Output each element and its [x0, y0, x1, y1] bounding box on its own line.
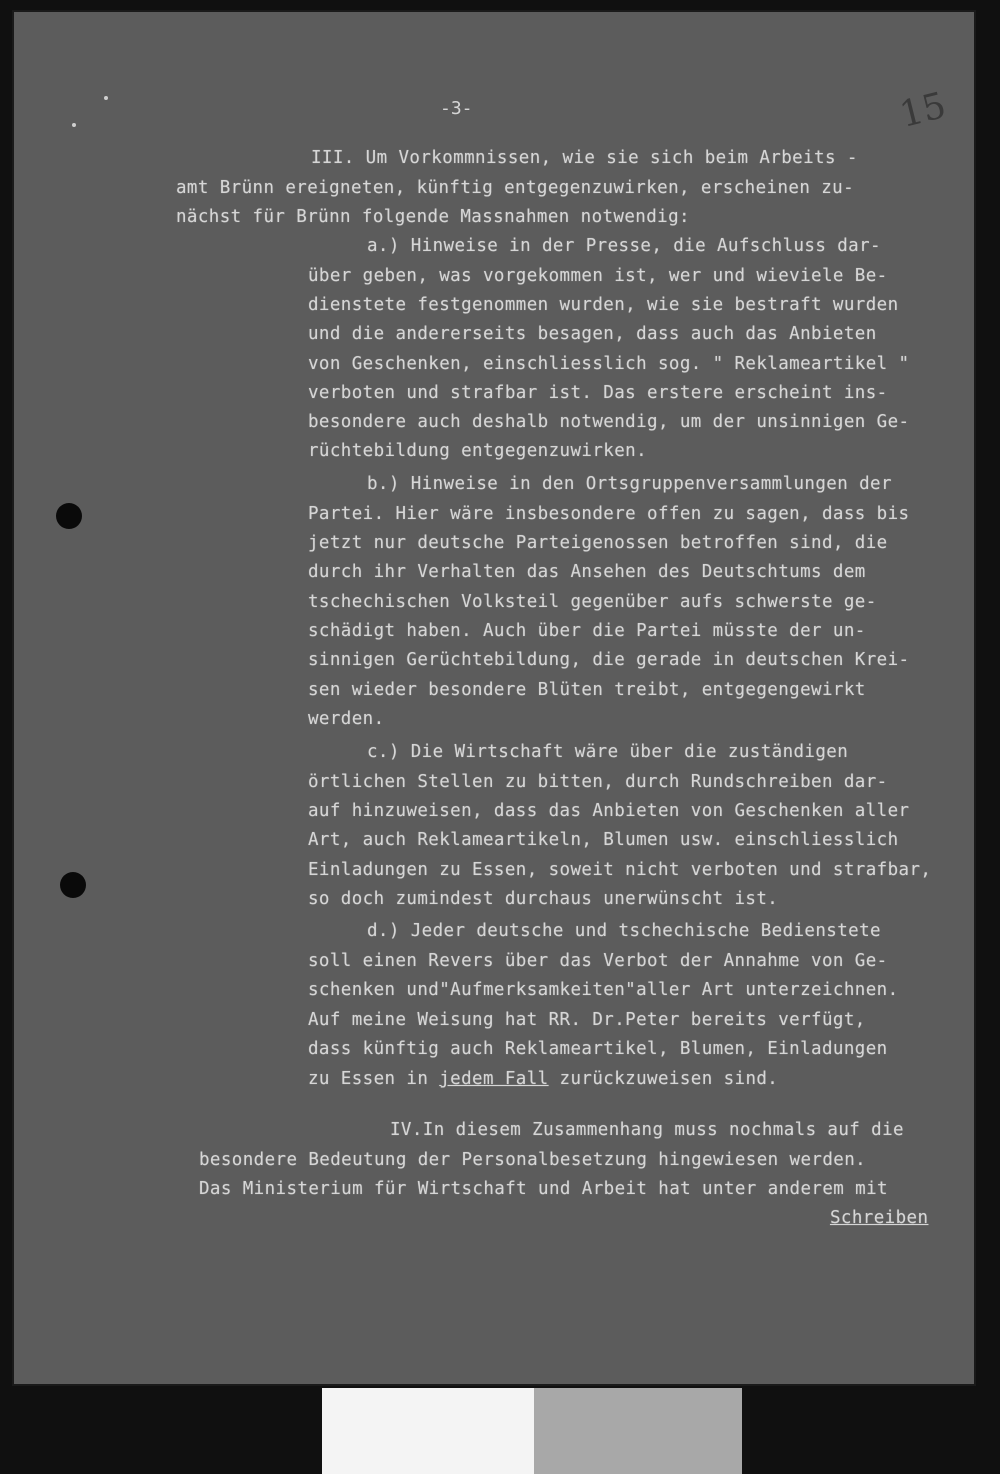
punch-hole: [56, 503, 82, 529]
text-line: III. Um Vorkommnissen, wie sie sich beim Arbeits -: [311, 148, 858, 168]
text-segment: zu Essen in: [308, 1069, 440, 1089]
calibration-strip-gray: [534, 1388, 742, 1474]
text-line: Das Ministerium für Wirtschaft und Arbeit hat unter anderem mit: [199, 1179, 888, 1199]
text-line: Art, auch Reklameartikeln, Blumen usw. einschliesslich: [308, 830, 899, 850]
text-line: schädigt haben. Auch über die Partei müsste der un-: [308, 621, 866, 641]
text-line: soll einen Revers über das Verbot der Annahme von Ge-: [308, 951, 888, 971]
text-line: verboten und strafbar ist. Das erstere erscheint ins-: [308, 383, 888, 403]
punch-hole: [60, 872, 86, 898]
text-line: d.) Jeder deutsche und tschechische Bedienstete: [367, 921, 881, 941]
text-line: b.) Hinweise in den Ortsgruppenversammlungen der: [367, 474, 892, 494]
calibration-strip-white: [322, 1388, 534, 1474]
text-line: werden.: [308, 709, 385, 729]
underlined-word: Schreiben: [830, 1208, 929, 1228]
handwritten-folio-number: 15: [895, 85, 951, 136]
text-line: amt Brünn ereigneten, künftig entgegenzuwirken, erscheinen zu-: [176, 178, 855, 198]
text-line: nächst für Brünn folgende Massnahmen notwendig:: [176, 207, 690, 227]
text-line: dass künftig auch Reklameartikel, Blumen, Einladungen: [308, 1039, 888, 1059]
text-line: so doch zumindest durchaus unerwünscht ist.: [308, 889, 779, 909]
text-line: besondere Bedeutung der Personalbesetzung hingewiesen werden.: [199, 1150, 867, 1170]
page-number: -3-: [440, 98, 473, 119]
text-line: Auf meine Weisung hat RR. Dr.Peter bereits verfügt,: [308, 1010, 866, 1030]
speck: [104, 96, 108, 100]
text-line: c.) Die Wirtschaft wäre über die zuständigen: [367, 742, 849, 762]
text-line: von Geschenken, einschliesslich sog. " Reklameartikel ": [308, 354, 910, 374]
text-line: Einladungen zu Essen, soweit nicht verboten und strafbar,: [308, 860, 932, 880]
text-line: durch ihr Verhalten das Ansehen des Deutschtums dem: [308, 562, 866, 582]
underlined-phrase: jedem Fall: [439, 1069, 549, 1089]
text-line: IV.In diesem Zusammenhang muss nochmals auf die: [390, 1120, 904, 1140]
text-line: örtlichen Stellen zu bitten, durch Rundschreiben dar-: [308, 772, 888, 792]
text-line: a.) Hinweise in der Presse, die Aufschluss dar-: [367, 236, 881, 256]
text-line: jetzt nur deutsche Parteigenossen betroffen sind, die: [308, 533, 888, 553]
text-line: auf hinzuweisen, dass das Anbieten von Geschenken aller: [308, 801, 910, 821]
text-line: [308, 1069, 778, 1089]
text-line: sen wieder besondere Blüten treibt, entgegengewirkt: [308, 680, 866, 700]
document-page: [12, 10, 976, 1386]
text-line: Partei. Hier wäre insbesondere offen zu sagen, dass bis: [308, 504, 910, 524]
speck: [72, 123, 76, 127]
text-line: rüchtebildung entgegenzuwirken.: [308, 441, 648, 461]
text-line: über geben, was vorgekommen ist, wer und wieviele Be-: [308, 266, 888, 286]
text-line: sinnigen Gerüchtebildung, die gerade in deutschen Krei-: [308, 650, 910, 670]
text-line: tschechischen Volksteil gegenüber aufs schwerste ge-: [308, 592, 877, 612]
text-segment: zurückzuweisen sind.: [548, 1069, 779, 1089]
text-line: besondere auch deshalb notwendig, um der unsinnigen Ge-: [308, 412, 910, 432]
text-line: und die andererseits besagen, dass auch das Anbieten: [308, 324, 877, 344]
text-line: schenken und"Aufmerksamkeiten"aller Art unterzeichnen.: [308, 980, 899, 1000]
text-line: dienstete festgenommen wurden, wie sie bestraft wurden: [308, 295, 899, 315]
